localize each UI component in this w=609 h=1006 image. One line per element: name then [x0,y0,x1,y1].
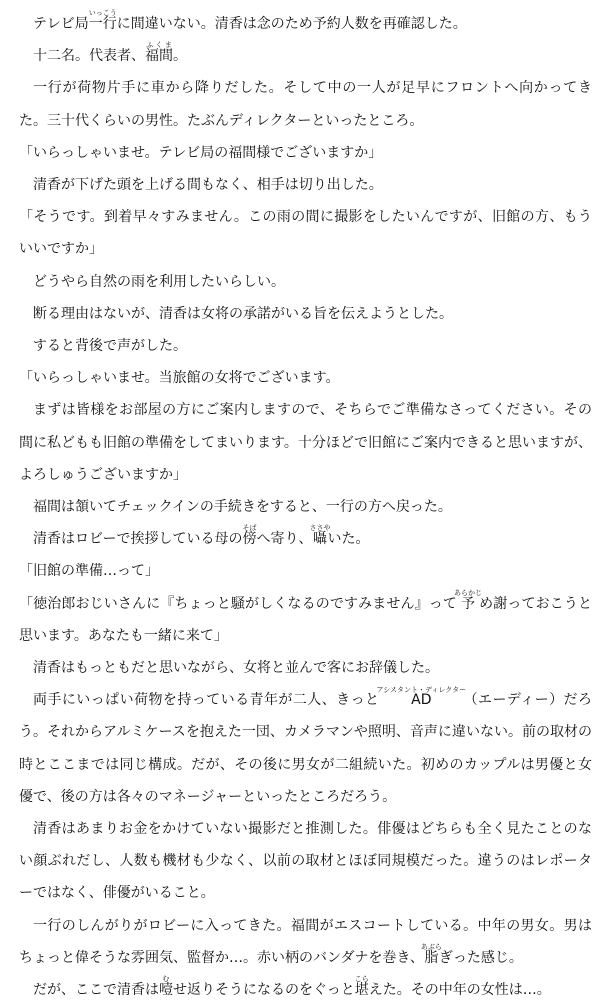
ruby-base: 堪 [354,982,369,999]
ruby-annotated-word [88,9,117,32]
ruby-annotated-word [145,41,173,65]
paragraph [19,491,592,523]
text-run: 福間は頷いてチェックインの手続きをすると、一行の方へ戻った。 [33,499,452,516]
ruby-reading: あらかじ [453,588,482,597]
paragraph [19,523,592,555]
text-run: せ返りそうになるのをぐっと [173,982,355,999]
text-run: 十二名。代表者、 [33,48,145,65]
ruby-base: 予 [453,595,482,612]
ruby-reading: そば [242,524,257,533]
ruby-annotated-word [354,975,369,999]
paragraph [19,298,592,330]
text-run: どうやら自然の雨を利用したいらしい。 [33,273,285,290]
paragraph [19,588,592,652]
paragraph [19,684,592,813]
text-run: まずは皆様をお部屋の方にご案内しますので、そちらでご準備なさってください。その間に私どもも旧館の準備をしてまいります。十分ほどで旧館にご案内できると思いますが、よろしゅうございますか」 [19,402,592,483]
ruby-annotated-word [309,524,331,548]
ruby-reading: ふくま [145,41,173,50]
ruby-base: 傍 [242,531,257,548]
text-run: 両手にいっぱい荷物を持っている青年が二人、きっと [33,692,380,709]
text-run: 「いらっしゃいませ。テレビ局の福間様でございますか」 [19,144,383,161]
paragraph [19,652,592,684]
paragraph [19,974,592,1006]
text-run: 清香はロビーで挨拶している母の [33,531,243,548]
text-run: 「いらっしゃいませ。当旅館の女将でございます。 [19,370,340,387]
text-run: 「徳治郎おじいさんに『ちょっと騒がしくなるのですみません』って [19,595,457,612]
paragraph [19,137,592,169]
ruby-base: 一行 [88,16,117,32]
paragraph [19,72,592,136]
text-run: 「そうです。到着早々すみません。この雨の間に撮影をしたいんですが、旧館の方、もういいですか」 [19,209,592,258]
text-run: えた。その中年の女性は…。 [368,982,551,999]
text-run: 一行のしんがりがロビーに入ってきた。福間がエスコートしている。中年の男女。男はちょっと偉そうな雰囲気、監督か…。赤い柄のバンダナを巻き、 [19,917,592,966]
ruby-base: 噎 [159,982,173,999]
text-run: 清香が下げた頭を上げる間もなく、相手は切り出した。 [33,177,383,194]
ruby-reading: あぶら [420,942,442,951]
paragraph [19,394,592,491]
paragraph [19,330,592,362]
paragraph [19,813,592,910]
ruby-annotated-word [376,686,467,709]
paragraph [19,201,592,265]
text-run: （エーディー）だろう。それからアルミケースを抱えた一団、カメラマンや照明、音声に違いない。前の取材の時とここまでは同じ構成。だが、その後に男女が二組続いた。初めのカップルは男優と女優で、後の方は各々のマネージャーといったところだろう。 [19,692,592,805]
ruby-base: 囁 [309,531,331,548]
ruby-annotated-word [420,942,442,966]
ruby-base: AD [376,692,467,709]
ruby-annotated-word [159,975,173,999]
text-run: 清香はあまりお金をかけていない撮影だと推測した。俳優はどちらも全く見たことのない顔ぶれだし、人数も機材も少なく、以前の取材とほぼ同規模だった。違うのはレポーターではなく、俳優がいること。 [19,821,592,902]
text-run: テレビ局 [33,16,89,32]
text-run: 一行が荷物片手に車から降りだした。そして中の一人が足早にフロントへ向かってきた。三十代くらいの男性。たぶんディレクターといったところ。 [19,80,592,129]
text-run: め謝っておこうと思います。あなたも一緒に来て」 [19,595,593,644]
ruby-annotated-word [242,524,257,548]
text-run: 断る理由はないが、清香は女将の承諾がいる旨を伝えようとした。 [33,305,453,322]
text-run: に間違いない。清香は念のため予約人数を再確認した。 [116,16,467,32]
ruby-reading: いっこう [88,9,117,17]
ruby-reading: ささや [309,524,331,533]
text-run: すると背後で声がした。 [33,338,187,355]
paragraph [19,266,592,298]
ruby-reading: む [159,975,173,984]
paragraph [19,555,592,587]
text-run: ぎった感じ。 [438,949,523,966]
ruby-reading: アシスタント・ディレクター [376,686,467,695]
paragraph [19,8,592,40]
paragraph [19,910,592,974]
text-run: へ寄り、 [256,531,313,548]
ruby-reading: こら [354,975,369,984]
paragraph [19,362,592,394]
ruby-base: 福間 [145,48,173,65]
paragraph [19,40,592,72]
text-run: 清香はもっともだと思いながら、女将と並んで客にお辞儀した。 [33,660,439,677]
novel-text-body [19,8,592,1006]
text-run: いた。 [327,531,370,548]
text-run: 「旧館の準備…って」 [19,563,159,580]
ruby-base: 脂 [420,949,442,966]
ruby-annotated-word [453,588,482,612]
paragraph [19,169,592,201]
text-run: 。 [173,48,187,65]
text-run: だが、ここで清香は [33,982,159,999]
